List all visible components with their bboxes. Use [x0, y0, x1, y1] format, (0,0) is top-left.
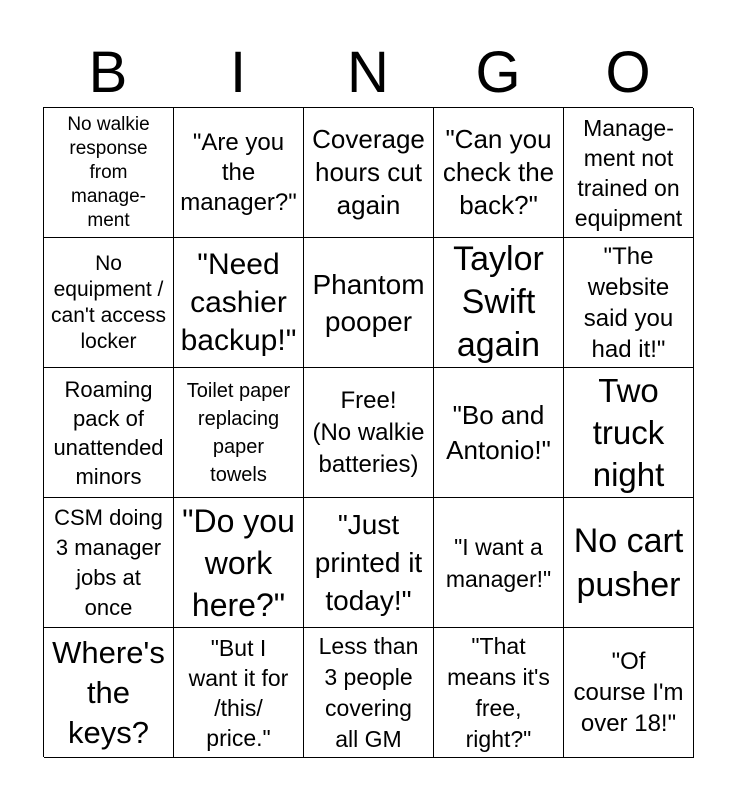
bingo-cell[interactable]: No cart pusher [564, 498, 694, 628]
bingo-grid [43, 107, 693, 757]
bingo-cell[interactable]: No equipment / can't access locker [44, 238, 174, 368]
bingo-cell[interactable]: "Are you the manager?" [174, 108, 304, 238]
bingo-cell[interactable]: "Need cashier backup!" [174, 238, 304, 368]
bingo-cell[interactable]: Where's the keys? [44, 628, 174, 758]
bingo-cell[interactable]: "Just printed it today!" [304, 498, 434, 628]
bingo-cell[interactable]: CSM doing 3 manager jobs at once [44, 498, 174, 628]
bingo-cell[interactable]: "That means it's free, right?" [434, 628, 564, 758]
bingo-cell[interactable]: Less than 3 people covering all GM [304, 628, 434, 758]
bingo-cell[interactable]: Roaming pack of unattended minors [44, 368, 174, 498]
bingo-cell[interactable]: "Do you work here?" [174, 498, 304, 628]
bingo-cell[interactable]: "Of course I'm over 18!" [564, 628, 694, 758]
bingo-cell[interactable]: Taylor Swift again [434, 238, 564, 368]
bingo-cell[interactable]: "The website said you had it!" [564, 238, 694, 368]
bingo-cell[interactable]: "I want a manager!" [434, 498, 564, 628]
header-letter-n: N [347, 40, 389, 105]
bingo-cell[interactable]: "Can you check the back?" [434, 108, 564, 238]
header-letter-o: O [605, 40, 651, 105]
bingo-cell[interactable]: Phantom pooper [304, 238, 434, 368]
bingo-cell[interactable]: Two truck night [564, 368, 694, 498]
bingo-cell[interactable]: "But I want it for /this/ price." [174, 628, 304, 758]
header-letter-g: G [475, 40, 521, 105]
header-letter-b: B [88, 40, 128, 105]
bingo-cell[interactable]: Free! (No walkie batteries) [304, 368, 434, 498]
bingo-cell[interactable]: Toilet paper replacing paper towels [174, 368, 304, 498]
bingo-cell[interactable]: "Bo and Antonio!" [434, 368, 564, 498]
bingo-cell[interactable]: No walkie response from manage- ment [44, 108, 174, 238]
header-letter-i: I [229, 40, 247, 105]
bingo-cell[interactable]: Manage- ment not trained on equipment [564, 108, 694, 238]
bingo-header [43, 38, 693, 108]
bingo-cell[interactable]: Coverage hours cut again [304, 108, 434, 238]
